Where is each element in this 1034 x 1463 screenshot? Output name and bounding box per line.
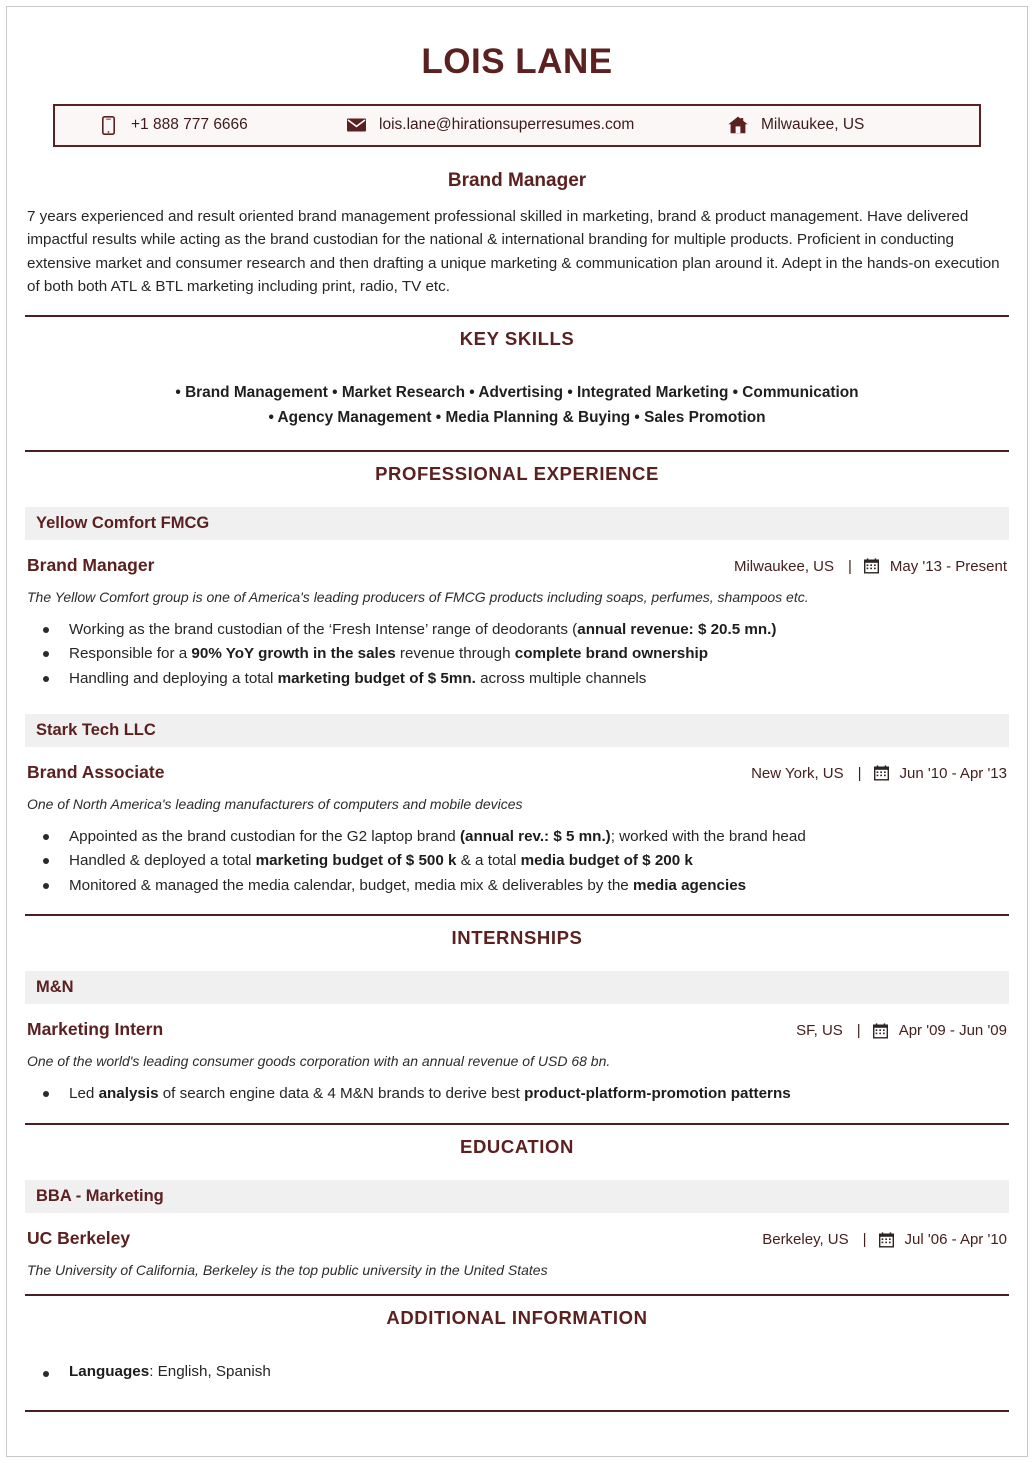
bullet-emphasis: media budget of $ 200 k	[520, 852, 693, 870]
bullet-emphasis: analysis	[98, 1085, 159, 1103]
organization-name: Stark Tech LLC	[36, 720, 156, 739]
contact-item-email-wrapper	[345, 116, 709, 134]
entry-header-row	[25, 1228, 1009, 1249]
entry-meta	[762, 1231, 1007, 1248]
entry-location: Milwaukee, US	[733, 557, 835, 575]
entry-bullet-list	[25, 825, 1009, 899]
entry-description: One of the world's leading consumer goods corporation with an annual revenue of USD 68 bn.	[27, 1053, 611, 1070]
entry-bullet-list	[25, 618, 1009, 692]
organization-band	[25, 971, 1009, 1004]
contact-item-phone[interactable]	[55, 116, 345, 135]
entry-description: The University of California, Berkeley is the top public university in the United States	[27, 1262, 548, 1279]
additional-information-value: : English, Spanish	[149, 1363, 271, 1381]
bullet-emphasis: 90% YoY growth in the sales	[191, 645, 396, 663]
contact-email-value: lois.lane@hirationsuperresumes.com	[379, 116, 635, 133]
envelope-icon	[345, 118, 367, 132]
bullet-emphasis: media agencies	[632, 876, 747, 894]
entry-bullet: Handling and deploying a total marketing budget of $ 5mn. across multiple channels	[31, 667, 1009, 692]
entry-bullet: Monitored & managed the media calendar, budget, media mix & deliverables by the media agencies	[31, 874, 1009, 899]
meta-separator: |	[857, 764, 862, 782]
calendar-icon	[873, 1023, 888, 1039]
key-skills-line: • Brand Management • Market Research • Advertising • Integrated Marketing • Communication	[175, 383, 859, 401]
entry-meta	[734, 558, 1007, 575]
organization-name: Yellow Comfort FMCG	[36, 513, 210, 532]
additional-information-list	[25, 1363, 1009, 1380]
entry-dates: Jul '06 - Apr '10	[904, 1231, 1007, 1249]
additional-information-item	[31, 1363, 1009, 1380]
footer-divider	[25, 1410, 1009, 1412]
section-divider	[25, 1123, 1009, 1125]
bullet-emphasis: annual revenue: $ 20.5 mn.)	[577, 620, 777, 638]
section-divider	[25, 450, 1009, 452]
meta-separator: |	[848, 557, 852, 575]
additional-information-label: Languages	[69, 1363, 150, 1381]
calendar-icon	[874, 765, 889, 781]
bullet-emphasis: product-platform-promotion patterns	[524, 1085, 791, 1103]
section-divider	[25, 1294, 1009, 1296]
section-heading-education: EDUCATION	[460, 1136, 574, 1158]
entry-dates: Apr '09 - Jun '09	[898, 1022, 1007, 1040]
entry-dates: Jun '10 - Apr '13	[899, 764, 1007, 782]
entry-bullet: Handled & deployed a total marketing budget of $ 500 k & a total media budget of $ 200 k	[31, 849, 1009, 874]
entry-title: UC Berkeley	[27, 1228, 131, 1249]
key-skills-line: • Agency Management • Media Planning & Buying • Sales Promotion	[268, 408, 766, 426]
internship-entries	[25, 971, 1009, 1107]
organization-band	[25, 714, 1009, 747]
entry-meta	[796, 1022, 1007, 1039]
contact-item-location[interactable]	[709, 116, 979, 134]
entry-header-row	[25, 1019, 1009, 1040]
entry-description: One of North America's leading manufacturers of computers and mobile devices	[27, 795, 523, 812]
profile-role-title: Brand Manager	[447, 169, 587, 191]
key-skills-list	[25, 381, 1009, 436]
entry-bullet: Working as the brand custodian of the ‘Fresh Intense’ range of deodorants (annual revenue: $ 20.5 mn.)	[31, 618, 1009, 643]
entry-location: SF, US	[796, 1022, 843, 1040]
entry-bullet: Led analysis of search engine data & 4 M&N brands to derive best product-platform-promotion patterns	[31, 1082, 1009, 1107]
contact-item-email[interactable]	[345, 116, 709, 134]
entry-header-row	[25, 762, 1009, 783]
entry-location: New York, US	[751, 764, 844, 782]
organization-name: BBA - Marketing	[36, 1187, 164, 1206]
entry-bullet: Responsible for a 90% YoY growth in the sales revenue through complete brand ownership	[31, 642, 1009, 667]
entry-bullet-list	[25, 1082, 1009, 1107]
page-title: LOIS LANE	[421, 42, 613, 81]
entry-header-row	[25, 555, 1009, 576]
meta-separator: |	[856, 1022, 861, 1040]
entry-title: Brand Associate	[27, 761, 165, 782]
bullet-emphasis: complete brand ownership	[514, 645, 708, 663]
resume-page	[6, 6, 1028, 1457]
education-entries	[25, 1180, 1009, 1278]
organization-band	[25, 507, 1009, 540]
home-icon	[727, 116, 749, 134]
calendar-icon	[864, 558, 879, 574]
entry-title: Brand Manager	[27, 554, 155, 575]
organization-band	[25, 1180, 1009, 1213]
meta-separator: |	[862, 1231, 867, 1249]
section-heading-professional-experience: PROFESSIONAL EXPERIENCE	[375, 462, 659, 484]
organization-name: M&N	[36, 978, 74, 997]
professional-experience-entries	[25, 507, 1009, 899]
section-divider	[25, 315, 1009, 317]
section-heading-additional-information: ADDITIONAL INFORMATION	[386, 1307, 648, 1329]
contact-bar	[53, 104, 981, 147]
section-divider	[25, 914, 1009, 916]
bullet-emphasis: marketing budget of $ 500 k	[255, 852, 457, 870]
entry-dates: May '13 - Present	[889, 557, 1007, 575]
section-heading-key-skills: KEY SKILLS	[459, 327, 575, 349]
contact-phone-value: +1 888 777 6666	[131, 116, 248, 133]
mobile-phone-icon	[97, 116, 119, 135]
entry-description: The Yellow Comfort group is one of America's leading producers of FMCG products including soaps, perfumes, shampoos etc.	[27, 588, 809, 605]
entry-bullet: Appointed as the brand custodian for the G2 laptop brand (annual rev.: $ 5 mn.); worked with the brand head	[31, 825, 1009, 850]
entry-location: Berkeley, US	[762, 1231, 849, 1249]
entry-title: Marketing Intern	[27, 1019, 164, 1040]
profile-summary: 7 years experienced and result oriented brand management professional skilled in marketing, brand & product management. Have delivered impactful results while acting as the brand custodian for the national & international branding for multiple products. Proficient in conducting extensive market and consumer research and then drafting a unique marketing & communication plan around it. Adept in the hands-on execution of both both ATL & BTL marketing including print, radio, TV etc.	[27, 207, 1000, 296]
contact-location-value: Milwaukee, US	[761, 116, 865, 133]
entry-meta	[751, 765, 1007, 782]
section-heading-internships: INTERNSHIPS	[451, 927, 583, 949]
bullet-emphasis: marketing budget of $ 5mn.	[277, 669, 476, 687]
bullet-emphasis: (annual rev.: $ 5 mn.)	[459, 827, 611, 845]
calendar-icon	[879, 1232, 894, 1248]
